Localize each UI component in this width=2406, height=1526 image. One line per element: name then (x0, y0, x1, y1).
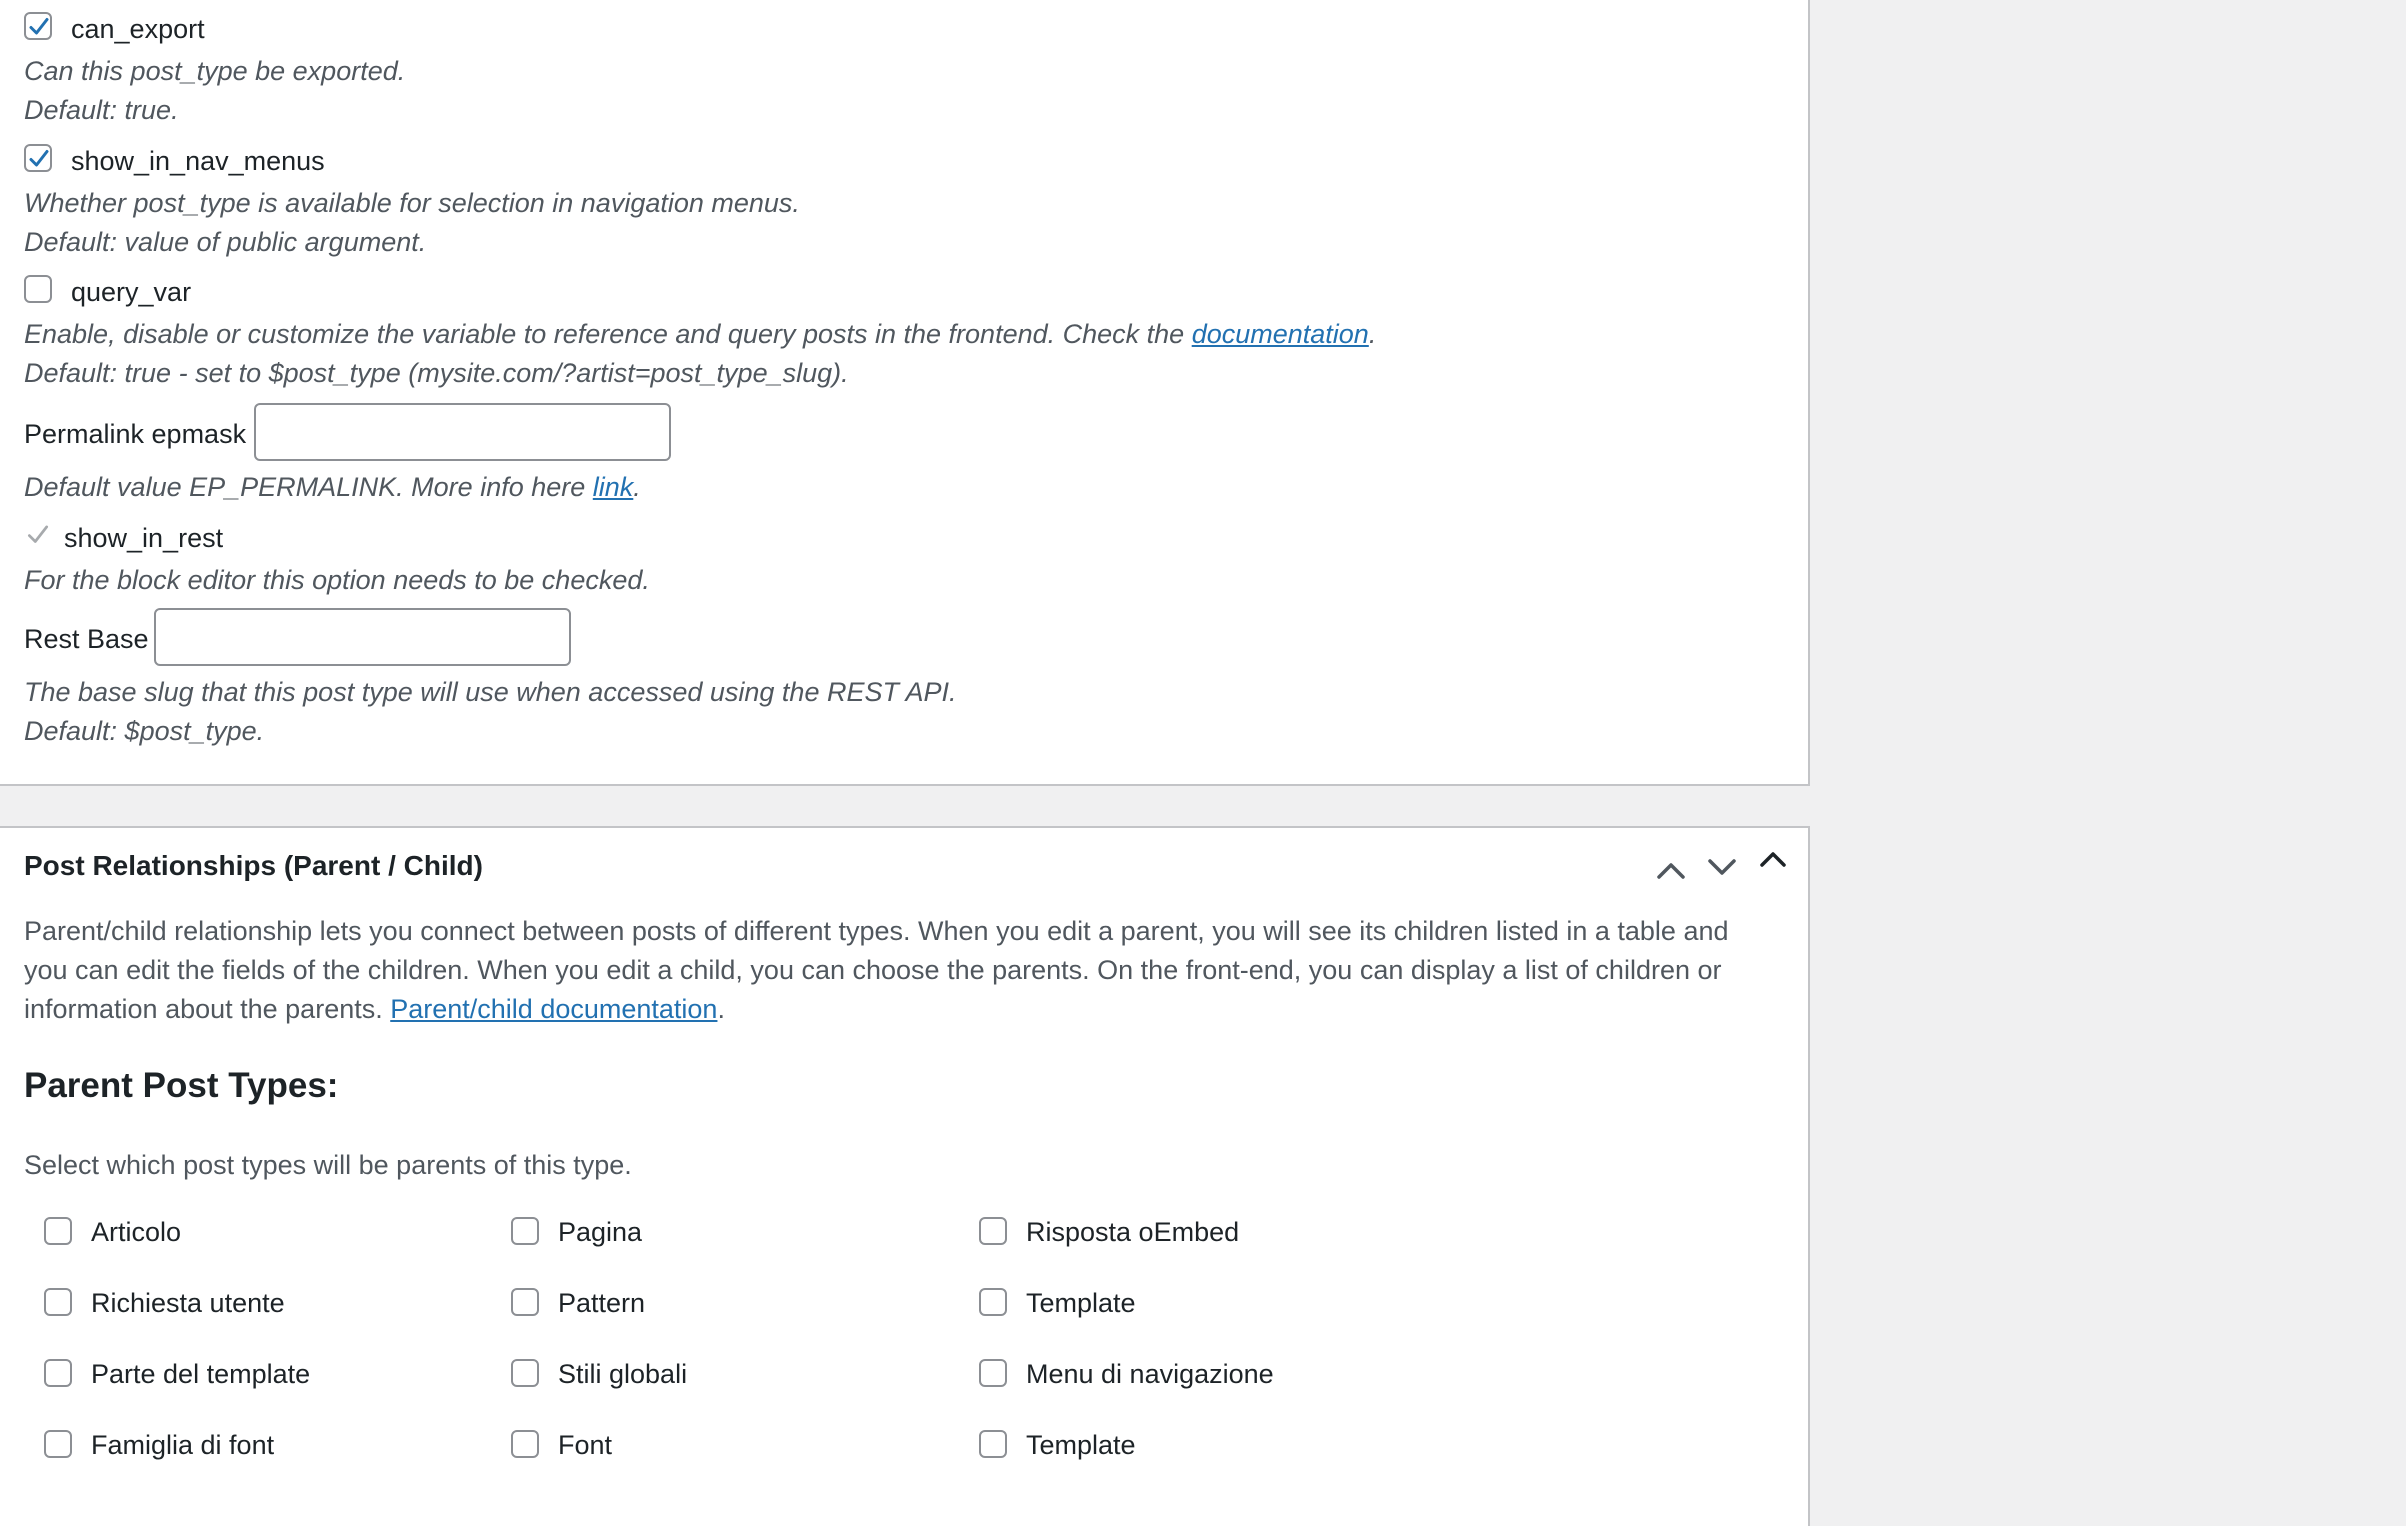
relationships-intro-line-1: Parent/child relationship lets you connect between posts of different types. When you edit a parent, you will see its children listed in a table and (24, 916, 1729, 946)
permalink-epmask-label: Permalink epmask (24, 419, 247, 449)
query-var-description: Enable, disable or customize the variable to reference and query posts in the frontend. Check the documentation. (24, 319, 1377, 349)
move-up-button[interactable] (1651, 851, 1691, 891)
parent-post-type-label: Articolo (91, 1217, 182, 1247)
can-export-default: Default: true. (24, 95, 179, 125)
parent-post-type-label: Pagina (558, 1217, 643, 1247)
show-in-rest-description: For the block editor this option needs to be checked. (24, 565, 650, 595)
parent-post-type-label: Richiesta utente (91, 1288, 285, 1318)
rest-base-label: Rest Base (24, 624, 149, 654)
parent-post-type-label: Menu di navigazione (1026, 1359, 1274, 1389)
show-in-rest-checkbox (24, 521, 52, 549)
parent-post-type-checkbox[interactable] (979, 1359, 1007, 1387)
parent-post-type-label: Pattern (558, 1288, 646, 1318)
checkmark-icon (25, 522, 51, 548)
permalink-epmask-description: Default value EP_PERMALINK. More info here link. (24, 472, 641, 502)
collapse-toggle-button[interactable] (1753, 841, 1793, 881)
parent-post-type-checkbox[interactable] (511, 1430, 539, 1458)
relationships-intro-line-3: information about the parents. Parent/child documentation. (24, 994, 725, 1024)
parent-post-type-label: Template (1026, 1430, 1136, 1460)
parent-post-type-label: Parte del template (91, 1359, 311, 1389)
parent-post-type-checkbox[interactable] (44, 1288, 72, 1316)
parent-post-type-checkbox[interactable] (44, 1359, 72, 1387)
query-var-default: Default: true - set to $post_type (mysite.com/?artist=post_type_slug). (24, 358, 849, 388)
rest-base-default: Default: $post_type. (24, 716, 265, 746)
parent-post-type-label: Template (1026, 1288, 1136, 1318)
relationships-intro-line-2: you can edit the fields of the children. When you edit a child, you can choose the parents. On the front-end, you can display a list of children or (24, 955, 1722, 985)
query-var-checkbox[interactable] (24, 275, 52, 303)
rest-base-description: The base slug that this post type will use when accessed using the REST API. (24, 677, 957, 707)
show-in-rest-label: show_in_rest (64, 523, 224, 553)
parent-post-type-label: Stili globali (558, 1359, 688, 1389)
chevron-up-icon (1651, 851, 1691, 891)
move-down-button[interactable] (1702, 847, 1742, 887)
checkmark-icon (27, 147, 51, 171)
parent-post-type-label: Famiglia di font (91, 1430, 275, 1460)
parent-post-type-checkbox[interactable] (511, 1359, 539, 1387)
post-relationships-title: Post Relationships (Parent / Child) (24, 850, 483, 881)
parent-post-type-checkbox[interactable] (511, 1217, 539, 1245)
parent-post-type-checkbox[interactable] (979, 1217, 1007, 1245)
advanced-settings-panel (0, 0, 1810, 786)
parent-post-type-checkbox[interactable] (511, 1288, 539, 1316)
parent-post-types-description: Select which post types will be parents of this type. (24, 1150, 632, 1180)
show-in-nav-menus-label: show_in_nav_menus (71, 146, 325, 176)
can-export-label: can_export (71, 14, 205, 44)
collapse-toggle-icon (1753, 841, 1793, 881)
parent-post-type-checkbox[interactable] (44, 1430, 72, 1458)
parent-post-type-label: Risposta oEmbed (1026, 1217, 1240, 1247)
can-export-checkbox[interactable] (24, 12, 52, 40)
parent-post-type-checkbox[interactable] (979, 1430, 1007, 1458)
rest-base-input[interactable] (154, 608, 571, 666)
checkmark-icon (27, 15, 51, 39)
parent-post-type-label: Font (558, 1430, 613, 1460)
post-relationships-panel (0, 826, 1810, 1526)
can-export-description: Can this post_type be exported. (24, 56, 406, 86)
query-var-label: query_var (71, 277, 192, 307)
permalink-epmask-input[interactable] (254, 403, 671, 461)
permalink-info-link[interactable]: link (592, 472, 634, 502)
show-in-nav-menus-description: Whether post_type is available for selection in navigation menus. (24, 188, 800, 218)
parent-post-type-checkbox[interactable] (979, 1288, 1007, 1316)
show-in-nav-menus-default: Default: value of public argument. (24, 227, 427, 257)
parent-post-types-heading: Parent Post Types: (24, 1066, 339, 1105)
parent-child-documentation-link[interactable]: Parent/child documentation (390, 994, 718, 1024)
chevron-down-icon (1702, 847, 1742, 887)
show-in-nav-menus-checkbox[interactable] (24, 144, 52, 172)
query-var-documentation-link[interactable]: documentation (1191, 319, 1369, 349)
parent-post-type-checkbox[interactable] (44, 1217, 72, 1245)
